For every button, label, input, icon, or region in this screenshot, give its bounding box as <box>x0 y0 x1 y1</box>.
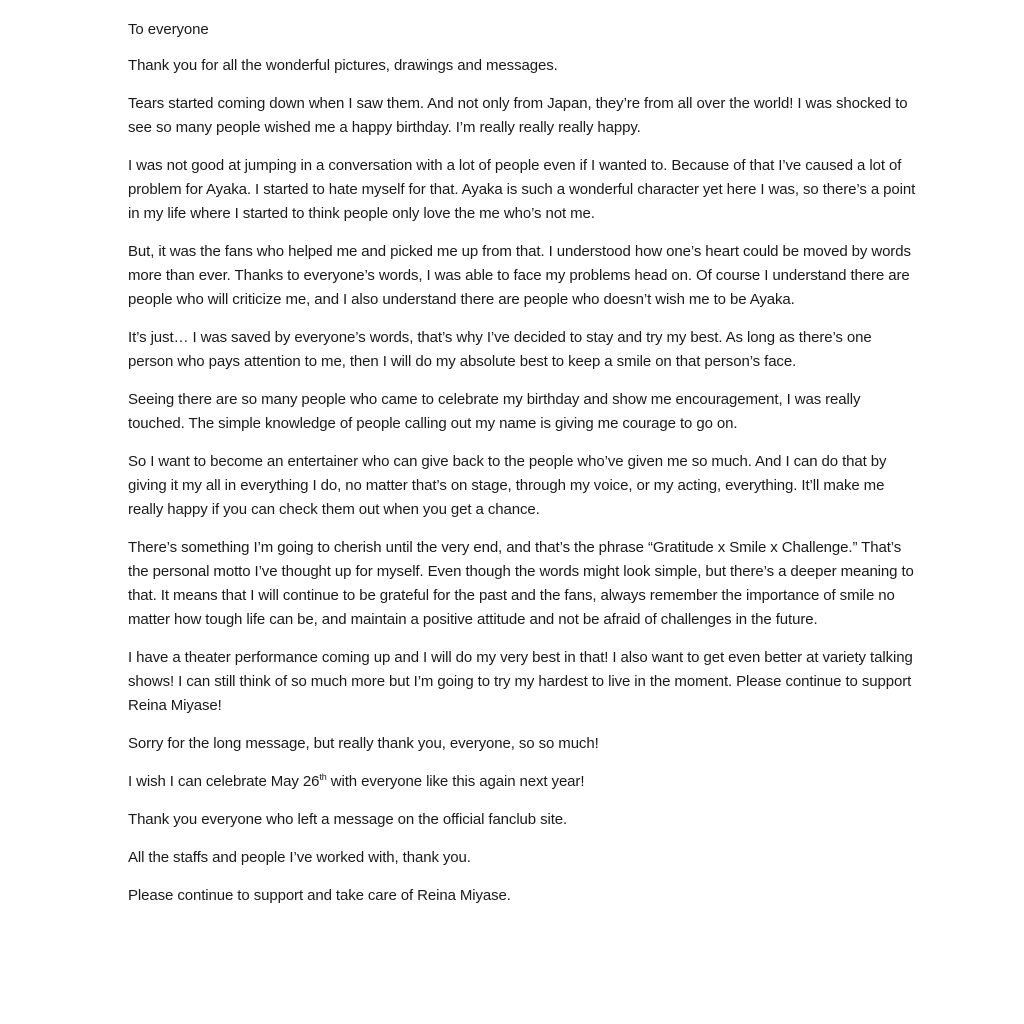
ordinal-suffix: th <box>319 772 327 782</box>
closing-line: Thank you everyone who left a message on the official fanclub site. <box>128 811 568 828</box>
letter-paragraph: Tears started coming down when I saw them. And not only from Japan, they’re from all over the world! I was shocked to see so many people wished me a happy birthday. I’m really really really happy. <box>128 95 908 136</box>
letter-greeting: To everyone <box>128 21 209 38</box>
birthday-line-text: I wish I can celebrate May 26 <box>128 773 320 790</box>
letter-paragraph: I was not good at jumping in a conversation with a lot of people even if I wanted to. Because of that I’ve caused a lot of problem for Ayaka. I started to hate myself for that. Ayaka is such a wonderful character yet here I was, so there’s a point in my life where I started to think people only love the me who’s not me. <box>128 157 916 222</box>
letter-paragraph: There’s something I’m going to cherish until the very end, and that’s the phrase “Gratitude x Smile x Challenge.” That’s the personal motto I’ve thought up for myself. Even though the words might look simple, but there’s a deeper meaning to that. It means that I will continue to be grateful for the past and the fans, always remember the importance of smile no matter how tough life can be, and maintain a positive attitude and not be afraid of challenges in the future. <box>128 539 914 628</box>
letter-paragraph: But, it was the fans who helped me and picked me up from that. I understood how one’s heart could be moved by words more than ever. Thanks to everyone’s words, I was able to face my problems head on. Of course I understand there are people who will criticize me, and I also understand there are people who doesn’t wish me to be Ayaka. <box>128 243 911 308</box>
letter-paragraph: I have a theater performance coming up and I will do my very best in that! I also want to get even better at variety talking shows! I can still think of so much more but I’m going to try my hardest to live in the moment. Please continue to support Reina Miyase! <box>128 649 913 714</box>
letter-paragraph: It’s just… I was saved by everyone’s words, that’s why I’ve decided to stay and try my best. As long as there’s one person who pays attention to me, then I will do my absolute best to keep a smile on that person’s face. <box>128 329 872 370</box>
birthday-line <box>128 770 918 794</box>
letter-paragraph: Thank you for all the wonderful pictures, drawings and messages. <box>128 57 558 74</box>
closing-line: Please continue to support and take care of Reina Miyase. <box>128 887 511 904</box>
birthday-line-text: with everyone like this again next year! <box>326 773 585 790</box>
letter-body <box>128 18 918 922</box>
letter-paragraph: Sorry for the long message, but really thank you, everyone, so so much! <box>128 735 599 752</box>
closing-line: All the staffs and people I’ve worked with, thank you. <box>128 849 471 866</box>
letter-paragraph: So I want to become an entertainer who can give back to the people who’ve given me so much. And I can do that by giving it my all in everything I do, no matter that’s on stage, through my voice, or my acting, everything. It’ll make me really happy if you can check them out when you get a chance. <box>128 453 887 518</box>
letter-paragraph: Seeing there are so many people who came to celebrate my birthday and show me encouragement, I was really touched. The simple knowledge of people calling out my name is giving me courage to go on. <box>128 391 861 432</box>
